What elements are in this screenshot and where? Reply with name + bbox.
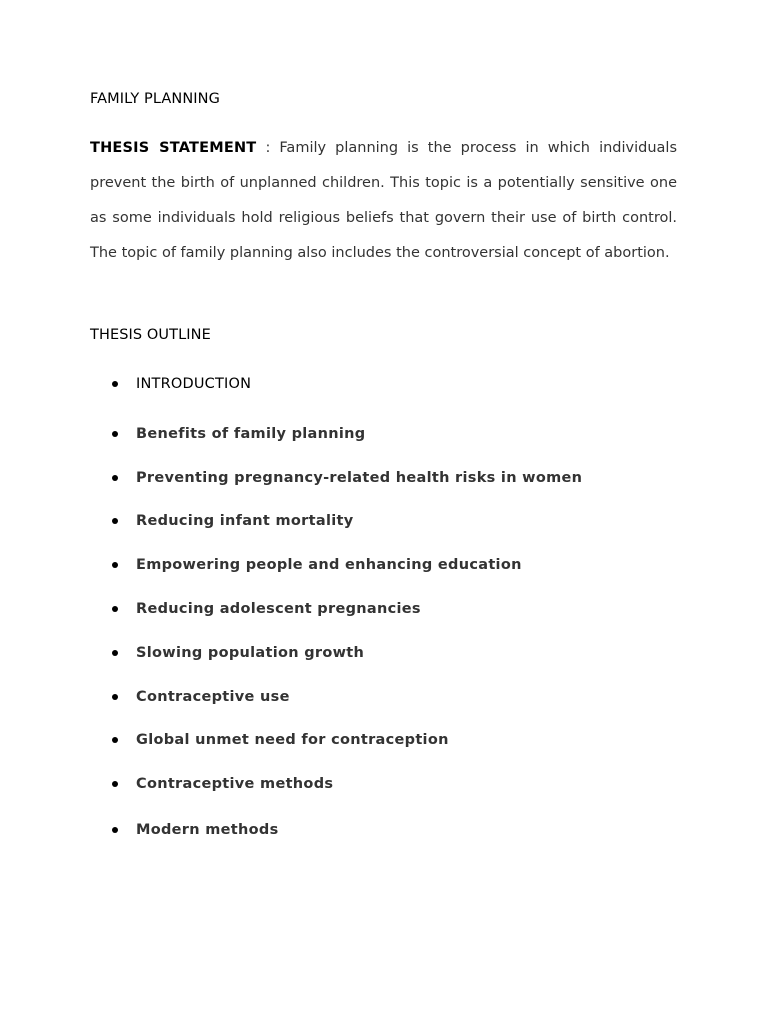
- thesis-statement-label: THESIS STATEMENT: [90, 140, 257, 156]
- outline-item-label: Global unmet need for contraception: [136, 732, 449, 748]
- outline-item-label: Reducing adolescent pregnancies: [136, 601, 421, 617]
- outline-item-methods: [112, 773, 333, 795]
- bullet-icon: [112, 827, 118, 833]
- bullet-icon: [112, 737, 118, 743]
- bullet-icon: [112, 606, 118, 612]
- outline-item-benefits: [112, 423, 365, 445]
- outline-item-label: Empowering people and enhancing education: [136, 557, 522, 573]
- bullet-icon: [112, 694, 118, 700]
- bullet-icon: [112, 431, 118, 437]
- outline-item-label: Benefits of family planning: [136, 426, 366, 442]
- document-title: FAMILY PLANNING: [90, 91, 220, 107]
- outline-item-modern-methods: [112, 819, 279, 841]
- outline-heading: THESIS OUTLINE: [90, 327, 211, 343]
- bullet-icon: [112, 381, 118, 387]
- thesis-statement-paragraph: [90, 131, 677, 271]
- bullet-icon: [112, 650, 118, 656]
- outline-item-contraceptive-use: [112, 686, 290, 708]
- outline-item-label: Preventing pregnancy-related health risks in women: [136, 470, 583, 486]
- outline-item-health-risks: [112, 467, 582, 489]
- outline-item-population: [112, 642, 364, 664]
- outline-item-infant-mortality: [112, 510, 353, 532]
- bullet-icon: [112, 781, 118, 787]
- outline-item-empowering: [112, 554, 522, 576]
- outline-item-label: Reducing infant mortality: [136, 513, 354, 529]
- bullet-icon: [112, 562, 118, 568]
- outline-item-label: Contraceptive methods: [136, 776, 334, 792]
- thesis-statement-text: : Family planning is the process in which individuals prevent the birth of unplanned children. This topic is a potentially sensitive one as some individuals hold religious beliefs that govern their use of birth control. The topic of family planning also includes the controversial concept of abortion.: [90, 140, 677, 261]
- bullet-icon: [112, 518, 118, 524]
- outline-item-label: Slowing population growth: [136, 645, 365, 661]
- bullet-icon: [112, 475, 118, 481]
- outline-item-adolescent: [112, 598, 421, 620]
- outline-item-label: Contraceptive use: [136, 689, 290, 705]
- outline-item-unmet-need: [112, 729, 449, 751]
- outline-item-label: INTRODUCTION: [136, 376, 252, 392]
- outline-item-introduction: [112, 373, 251, 395]
- outline-item-label: Modern methods: [136, 822, 279, 838]
